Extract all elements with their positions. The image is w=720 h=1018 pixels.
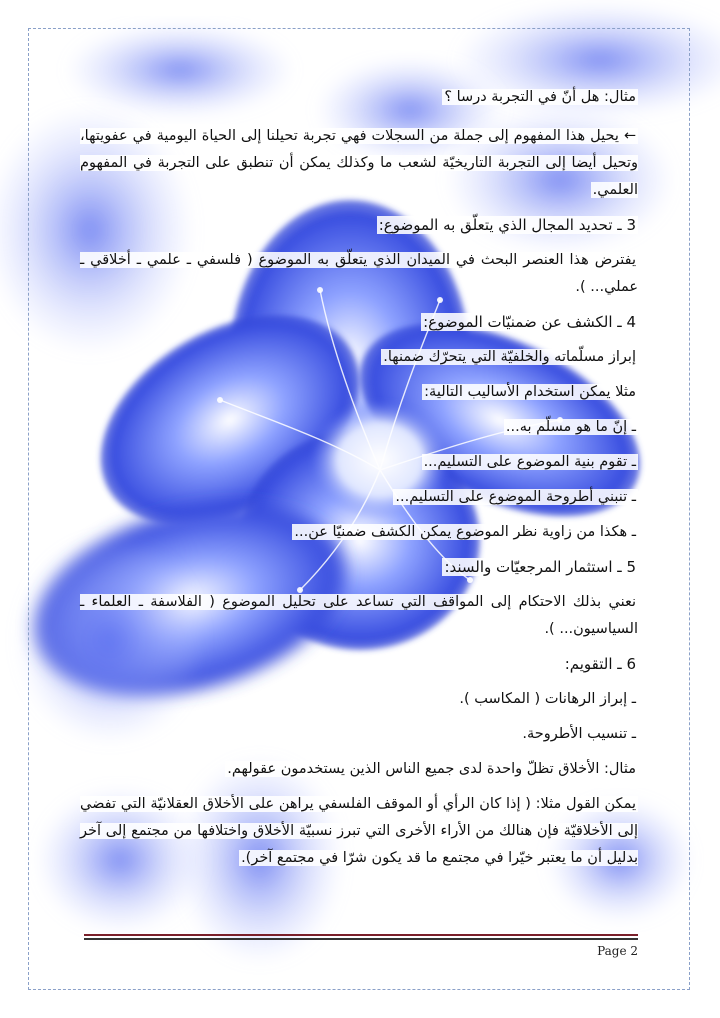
section-5-heading: 5 ـ استثمار المرجعيّات والسند: <box>444 558 636 576</box>
conclusion-paragraph: يمكن القول مثلا: ( إذا كان الرأي أو الموقف الفلسفي يراهن على الأخلاق العقلانيّة التي تفضي إلى الأخلاقيّة فإن هنالك من الأراء الأخرى التي تبرز نسبيّة الأخلاق واختلافها من مجتمع إلى آخر بدليل أن ما يعتبر خيّرا في مجتمع ما قد يكون شرّا في مجتمع آخر). <box>80 796 638 866</box>
footer-rule-bottom <box>84 938 638 940</box>
ethics-example: مثال: الأخلاق تظلّ واحدة لدى جميع الناس الذين يستخدمون عقولهم. <box>227 761 636 777</box>
page-number: Page 2 <box>597 944 638 958</box>
section-4-paragraph: إبراز مسلّماته والخلفيّة التي يتحرّك ضمنها. <box>383 349 636 365</box>
example-question-line: مثال: هل أنّ في التجربة درسا ؟ <box>444 89 636 105</box>
section-5-paragraph: نعني بذلك الاحتكام إلى المواقف التي تساعد على تحليل الموضوع ( الفلاسفة ـ العلماء ـ السياسيون... ). <box>80 594 638 637</box>
section-3-paragraph: يفترض هذا العنصر البحث في الميدان الذي يتعلّق به الموضوع ( فلسفي ـ علمي ـ أخلاقي ـ عملي... ). <box>80 252 638 295</box>
section-6-heading: 6 ـ التقويم: <box>564 655 636 673</box>
section-3-heading: 3 ـ تحديد المجال الذي يتعلّق به الموضوع: <box>378 216 636 234</box>
document-body <box>80 84 638 872</box>
methods-intro: مثلا يمكن استخدام الأساليب التالية: <box>424 384 636 400</box>
explanation-paragraph: ← يحيل هذا المفهوم إلى جملة من السجلات فهي تجربة تحيلنا إلى الحياة اليومية في عفويتها، وتحيل أيضا إلى التجربة التاريخيّة لشعب ما وكذلك يمكن أن تنطبق على التجربة في المفهوم العلمي. <box>80 128 638 198</box>
list-item: ـ إنّ ما هو مسلّم به... <box>505 419 636 435</box>
list-item: ـ إبراز الرهانات ( المكاسب ). <box>459 691 636 707</box>
footer-rule-top <box>84 934 638 936</box>
list-item: ـ تنبني أطروحة الموضوع على التسليم... <box>395 489 636 505</box>
list-item: ـ تنسيب الأطروحة. <box>522 726 636 742</box>
footer-rule <box>84 934 638 940</box>
list-item: ـ هكذا من زاوية نظر الموضوع يمكن الكشف ضمنيّا عن... <box>294 524 636 540</box>
section-4-heading: 4 ـ الكشف عن ضمنيّات الموضوع: <box>423 313 636 331</box>
list-item: ـ تقوم بنية الموضوع على التسليم... <box>423 454 636 470</box>
